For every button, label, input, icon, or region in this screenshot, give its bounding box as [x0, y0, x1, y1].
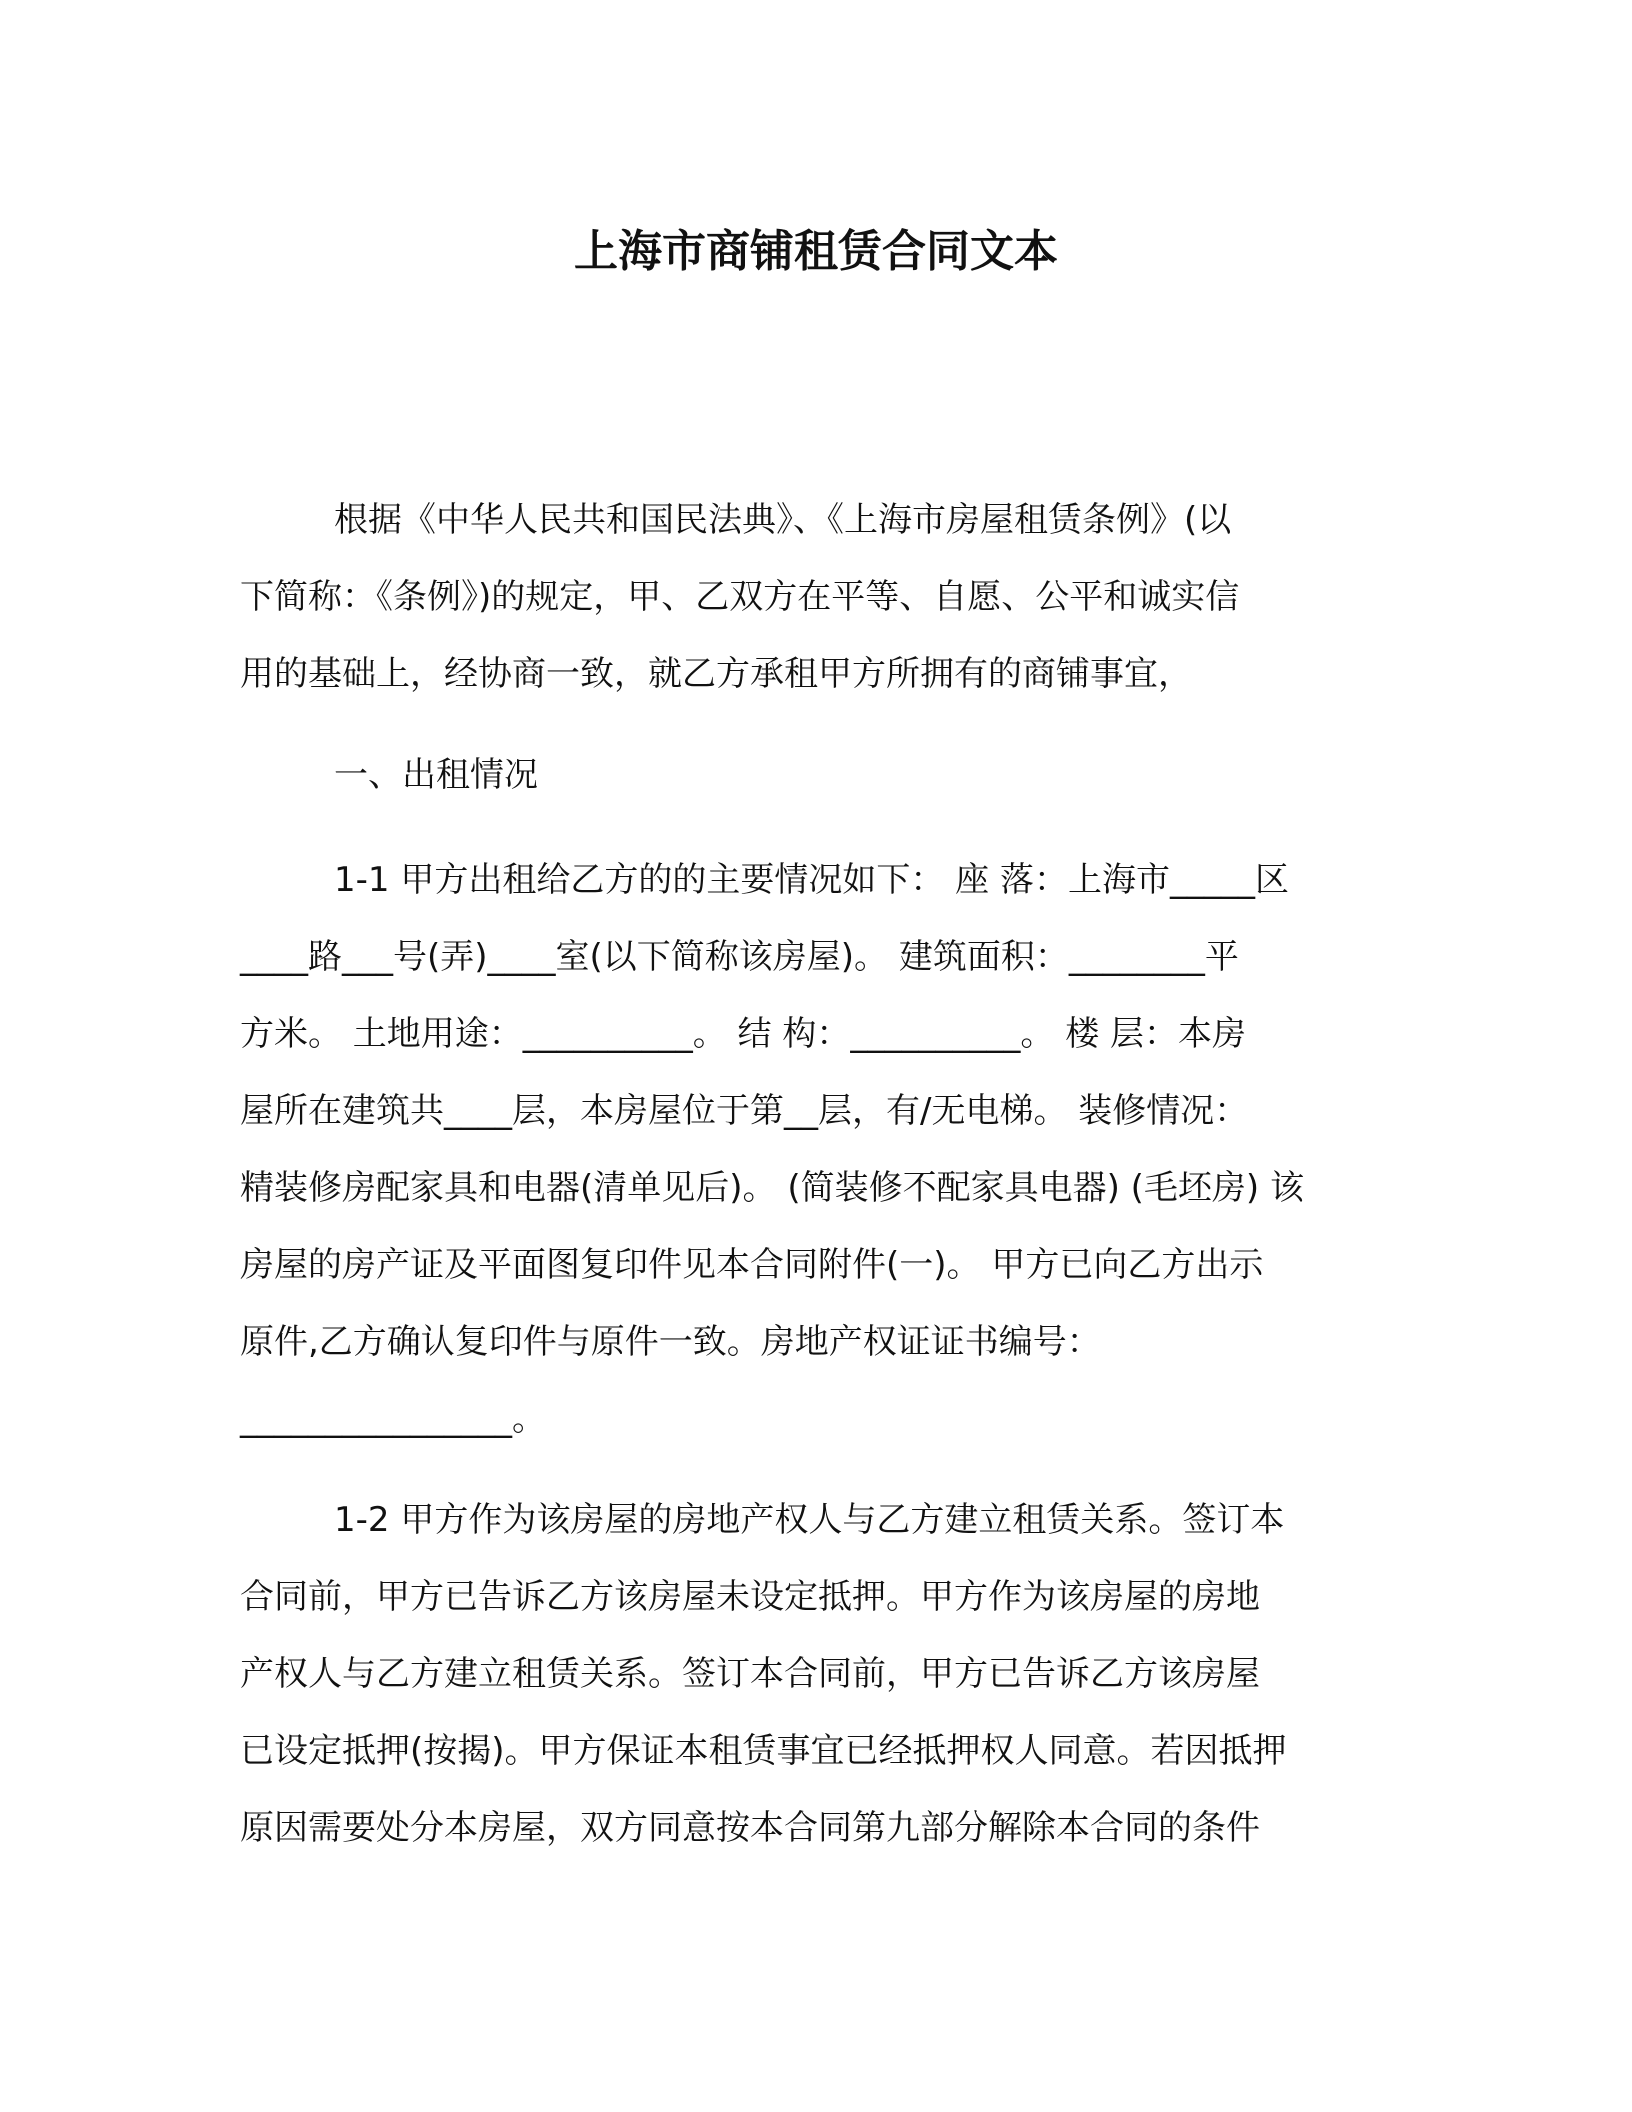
- paragraph-line: 原件,乙方确认复印件与原件一致。房地产权证证书编号：: [240, 1322, 1101, 1362]
- paragraph-line: 房屋的房产证及平面图复印件见本合同附件(一)。 甲方已向乙方出示: [240, 1245, 1264, 1285]
- paragraph-line: 屋所在建筑共____层，本房屋位于第__层，有/无电梯。 装修情况：: [240, 1091, 1249, 1131]
- document-title: 上海市商铺租赁合同文本: [574, 226, 1058, 277]
- paragraph-line: 已设定抵押(按揭)。甲方保证本租赁事宜已经抵押权人同意。若因抵押: [240, 1731, 1287, 1771]
- paragraph-line: 用的基础上，经协商一致，就乙方承租甲方所拥有的商铺事宜，: [240, 654, 1192, 694]
- section-heading: 一、出租情况: [334, 755, 538, 795]
- paragraph-line: 根据《中华人民共和国民法典》、《上海市房屋租赁条例》(以: [334, 500, 1232, 540]
- paragraph-line: ________________。: [240, 1399, 546, 1439]
- paragraph-line: 精装修房配家具和电器(清单见后)。 (简装修不配家具电器) (毛坯房) 该: [240, 1168, 1305, 1208]
- paragraph-line: 原因需要处分本房屋，双方同意按本合同第九部分解除本合同的条件: [240, 1808, 1260, 1848]
- paragraph-line: 下简称：《条例》)的规定，甲、乙双方在平等、自愿、公平和诚实信: [240, 577, 1240, 617]
- paragraph-line: 方米。 土地用途：__________。 结 构：__________。 楼 层：本房: [240, 1014, 1247, 1054]
- paragraph-line: ____路___号(弄)____室(以下简称该房屋)。 建筑面积：________平: [240, 937, 1239, 977]
- paragraph-line: 1-1 甲方出租给乙方的的主要情况如下： 座 落：上海市_____区: [334, 860, 1289, 900]
- paragraph-line: 1-2 甲方作为该房屋的房地产权人与乙方建立租赁关系。签订本: [334, 1500, 1285, 1540]
- paragraph-line: 产权人与乙方建立租赁关系。签订本合同前，甲方已告诉乙方该房屋: [240, 1654, 1260, 1694]
- paragraph-line: 合同前，甲方已告诉乙方该房屋未设定抵押。甲方作为该房屋的房地: [240, 1577, 1260, 1617]
